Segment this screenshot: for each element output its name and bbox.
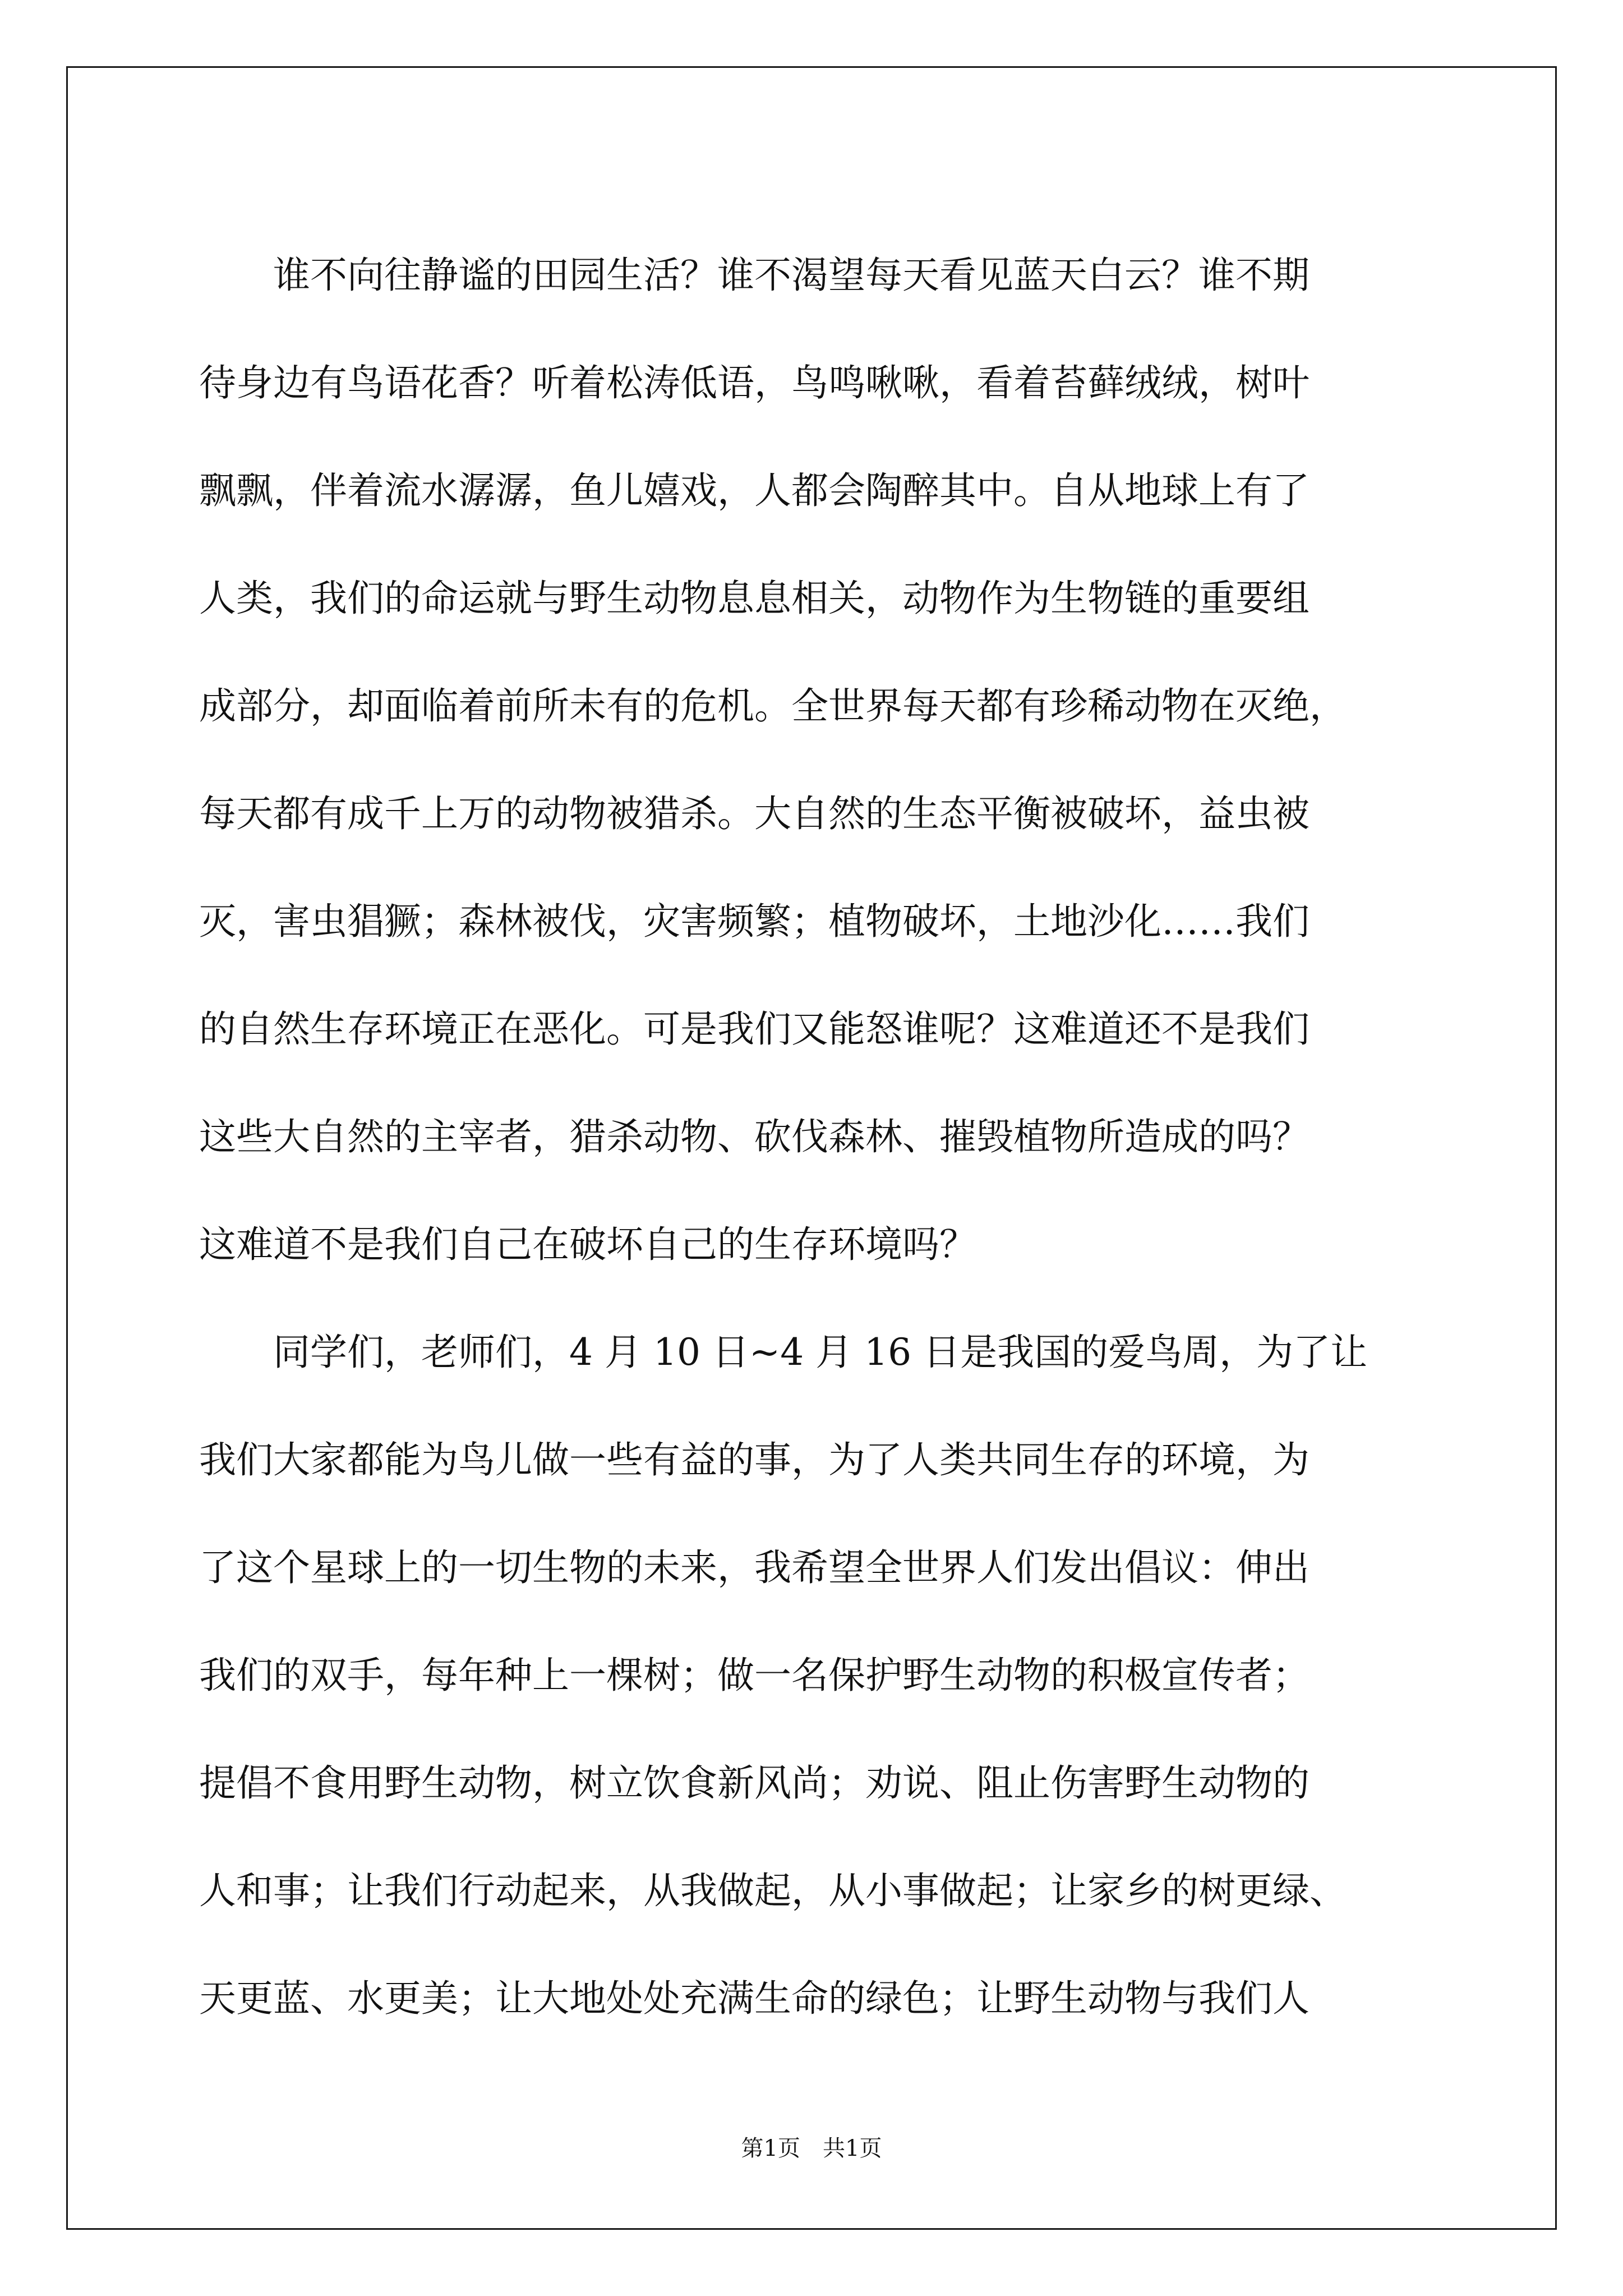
document-body — [199, 222, 1422, 2053]
text-line: 同学们，老师们，4 月 10 日~4 月 16 日是我国的爱鸟周，为了让 — [199, 1331, 1368, 1374]
text-line: 天更蓝、水更美；让大地处处充满生命的绿色；让野生动物与我们人 — [199, 1977, 1310, 2020]
text-line: 人和事；让我们行动起来，从我做起，从小事做起；让家乡的树更绿、 — [199, 1869, 1347, 1912]
page-total: 共1页 — [823, 2136, 882, 2161]
text-line: 我们大家都能为鸟儿做一些有益的事，为了人类共同生存的环境，为 — [199, 1438, 1310, 1481]
page-number: 第1页 — [741, 2136, 800, 2161]
text-line: 这难道不是我们自己在破坏自己的生存环境吗？ — [199, 1223, 976, 1266]
paragraph-1 — [199, 222, 1422, 1299]
text-line: 谁不向往静谧的田园生活？谁不渴望每天看见蓝天白云？谁不期 — [199, 254, 1310, 297]
text-line: 待身边有鸟语花香？听着松涛低语，鸟鸣啾啾，看着苔藓绒绒，树叶 — [199, 361, 1310, 404]
page-footer — [0, 2132, 1623, 2165]
paragraph-2 — [199, 1299, 1422, 2053]
text-line: 我们的双手，每年种上一棵树；做一名保护野生动物的积极宣传者； — [199, 1654, 1310, 1697]
text-line: 成部分，却面临着前所未有的危机。全世界每天都有珍稀动物在灭绝， — [199, 684, 1347, 728]
text-line: 的自然生存环境正在恶化。可是我们又能怒谁呢？这难道还不是我们 — [199, 1007, 1310, 1051]
text-line: 每天都有成千上万的动物被猎杀。大自然的生态平衡被破坏，益虫被 — [199, 792, 1310, 835]
text-line: 飘飘，伴着流水潺潺，鱼儿嬉戏，人都会陶醉其中。自从地球上有了 — [199, 469, 1310, 512]
text-line: 提倡不食用野生动物，树立饮食新风尚；劝说、阻止伤害野生动物的 — [199, 1761, 1310, 1805]
text-line: 人类，我们的命运就与野生动物息息相关，动物作为生物链的重要组 — [199, 577, 1310, 620]
text-line: 了这个星球上的一切生物的未来，我希望全世界人们发出倡议：伸出 — [199, 1546, 1310, 1589]
text-line: 这些大自然的主宰者，猎杀动物、砍伐森林、摧毁植物所造成的吗？ — [199, 1115, 1310, 1158]
text-line: 灭，害虫猖獗；森林被伐，灾害频繁；植物破坏，土地沙化……我们 — [199, 900, 1310, 943]
